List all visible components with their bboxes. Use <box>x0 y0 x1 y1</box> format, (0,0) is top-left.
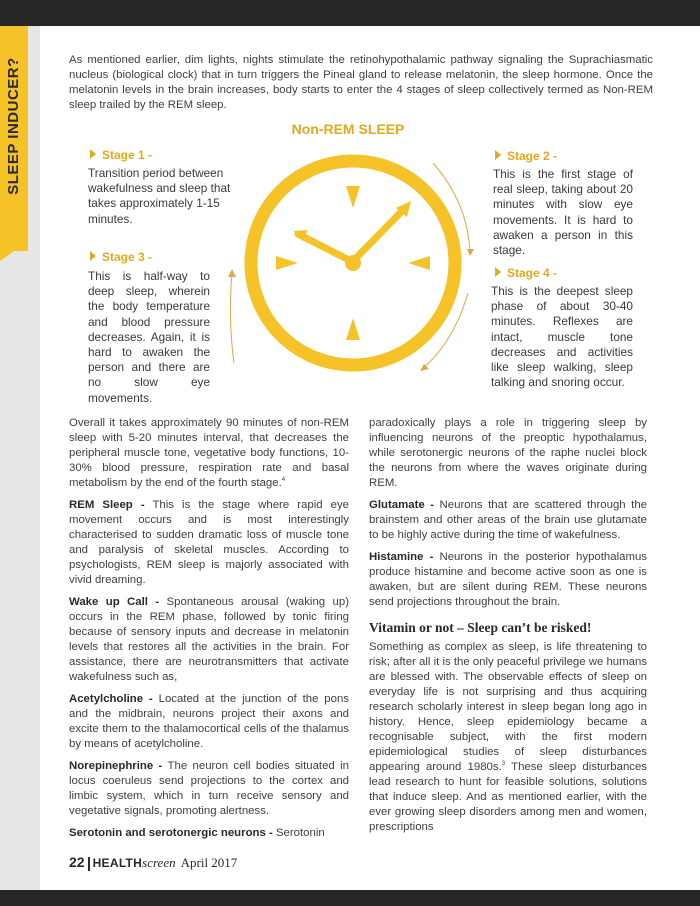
paragraph: Glutamate - Neurons that are scattered through the brainstem and other areas of the brain use glutamate to be highly active during the time of wakefulness. <box>369 499 647 541</box>
stage3-text: This is half-way to deep sleep, wherein the body temperature and blood pressure decreases. Again, it is hard to awaken the person and there are no slow eye movements. <box>88 269 210 405</box>
stage1-text: Transition period between wakefulness and sleep that takes approximately 1-15 minutes. <box>88 166 231 226</box>
paragraph: REM Sleep - This is the stage where rapid eye movement occurs and is most interestingly characterised to sudden dramatic loss of muscle tone and paralysis of skeletal muscles. According to psychologists, REM sleep is majorly associated with vivid dreaming. <box>69 499 350 586</box>
paragraph: Acetylcholine - Located at the junction of the pons and the midbrain, neurons project their axons and excite them to the thalamocortical cells of the thalamus by means of acetylcholine. <box>69 693 349 750</box>
triangle-bullet-icon <box>90 251 96 261</box>
marker-3-icon <box>408 256 430 270</box>
term: Norepinephrine - <box>69 760 163 772</box>
clock-illustration <box>218 128 488 398</box>
magazine-logo-part2: screen <box>142 855 176 870</box>
stage1-heading: Stage 1 - <box>90 148 152 162</box>
section-heading: Vitamin or not – Sleep can’t be risked! <box>369 620 592 635</box>
stage3-heading: Stage 3 - <box>90 250 152 264</box>
term: Glutamate - <box>369 499 435 511</box>
triangle-bullet-icon <box>495 150 501 160</box>
paragraph: Overall it takes approximately 90 minutes of non-REM sleep with 5-20 minutes interval, that decreases the peripheral muscle tone, vegetative body functions, 10-30% blood pressure, respiration rate and basal metabolism by the end of the fourth stage.$^4$ <box>69 417 349 489</box>
term: REM Sleep - <box>69 499 145 511</box>
right-column <box>369 416 647 842</box>
left-column <box>69 416 349 848</box>
stage2-text: This is the first stage of real sleep, taking about 20 minutes with slow eye movements. It is hard to awaken a person in this stage. <box>493 167 633 258</box>
bottom-border <box>0 890 700 906</box>
page-footer <box>69 854 237 874</box>
paragraph: Serotonin and serotonergic neurons - Serotonin <box>69 827 325 839</box>
reference-mark: 4 <box>281 477 286 484</box>
triangle-bullet-icon <box>90 149 96 159</box>
section-tab-notch <box>0 251 28 261</box>
intro-paragraph: As mentioned earlier, dim lights, nights stimulate the retinohypothalamic pathway signaling the Suprachiasmatic nucleus (biological clock) that in turn triggers the Pineal gland to release melatonin, the sleep hormone. Once the melatonin levels in the brain increases, body starts to enter the 4 stages of sleep collectively termed as Non-REM sleep trailed by the REM sleep. <box>69 54 653 111</box>
paragraph: Histamine - Neurons in the posterior hypothalamus produce histamine and become active soon as one is awaken, but are silent during REM. These neurons send projections throughout the brain. <box>369 551 647 608</box>
section-tab <box>0 26 28 251</box>
minute-hand <box>355 209 404 259</box>
footer-divider <box>88 857 90 871</box>
magazine-logo-part1: HEALTH <box>92 856 143 870</box>
paragraph: Something as complex as sleep, is life threatening to risk; after all it is the only peaceful privilege we humans are blessed with. The observable effects of sleep on everyday life is not surprising and thus acquiring research scholarly interest in sleep began long ago in history. Hence, sleep epidemiology became a recognisable subject, with the first modern epidemiological studies of sleep disturbances appearing around 1980s.$^3$ These sleep disturbances lead research to hunt for feasible solutions, solutions that induce sleep. And as mentioned earlier, with the ever growing sleep disorders among men and women, prescriptions <box>369 641 648 833</box>
paragraph: Norepinephrine - The neuron cell bodies situated in locus coeruleus send projections to the cortex and limbic system, which in turn receive sensory and vegetative signals, promoting alertness. <box>69 760 349 817</box>
cycle-arrowhead-left <box>228 269 236 277</box>
page-number: 22 <box>69 854 85 870</box>
top-border <box>0 0 700 26</box>
term: Wake up Call - <box>69 596 160 608</box>
cycle-arrow-left <box>230 273 234 363</box>
marker-9-icon <box>276 256 298 270</box>
hour-hand <box>298 234 351 261</box>
cycle-arrowhead-lower-right <box>420 364 429 371</box>
stage2-heading: Stage 2 - <box>495 149 557 163</box>
stage4-heading: Stage 4 - <box>495 266 557 280</box>
marker-12-icon <box>346 186 360 208</box>
term: Serotonin and serotonergic neurons - <box>69 827 273 839</box>
triangle-bullet-icon <box>495 267 501 277</box>
marker-6-icon <box>346 318 360 340</box>
stage4-text: This is the deepest sleep phase of about 30-40 minutes. Reflexes are intact, muscle tone decreases and activities like sleep walking, sleep talking and snoring occur. <box>491 284 633 390</box>
section-label: SLEEP INDUCER? <box>5 57 22 195</box>
diagram-title: Non-REM SLEEP <box>291 121 405 137</box>
paragraph: Wake up Call - Spontaneous arousal (waking up) occurs in the REM phase, followed by tonic firing because of sensory inputs and decrease in melatonin levels that restores all the activities in the brain. For assistance, there are neurotransmitters that activate wakefulness such as, <box>69 596 349 683</box>
reference-mark: 3 <box>501 761 506 768</box>
cycle-arrowhead-upper-right <box>467 249 474 256</box>
clock-center <box>345 255 361 271</box>
term: Acetylcholine - <box>69 693 153 705</box>
term: Histamine - <box>369 551 434 563</box>
issue-date: April 2017 <box>180 855 238 870</box>
paragraph: paradoxically plays a role in triggering sleep by influencing neurons of the preoptic hypothalamus, while serotonergic neurons of the raphe nuclei block the neurons from where the waves originate during REM. <box>369 417 647 489</box>
